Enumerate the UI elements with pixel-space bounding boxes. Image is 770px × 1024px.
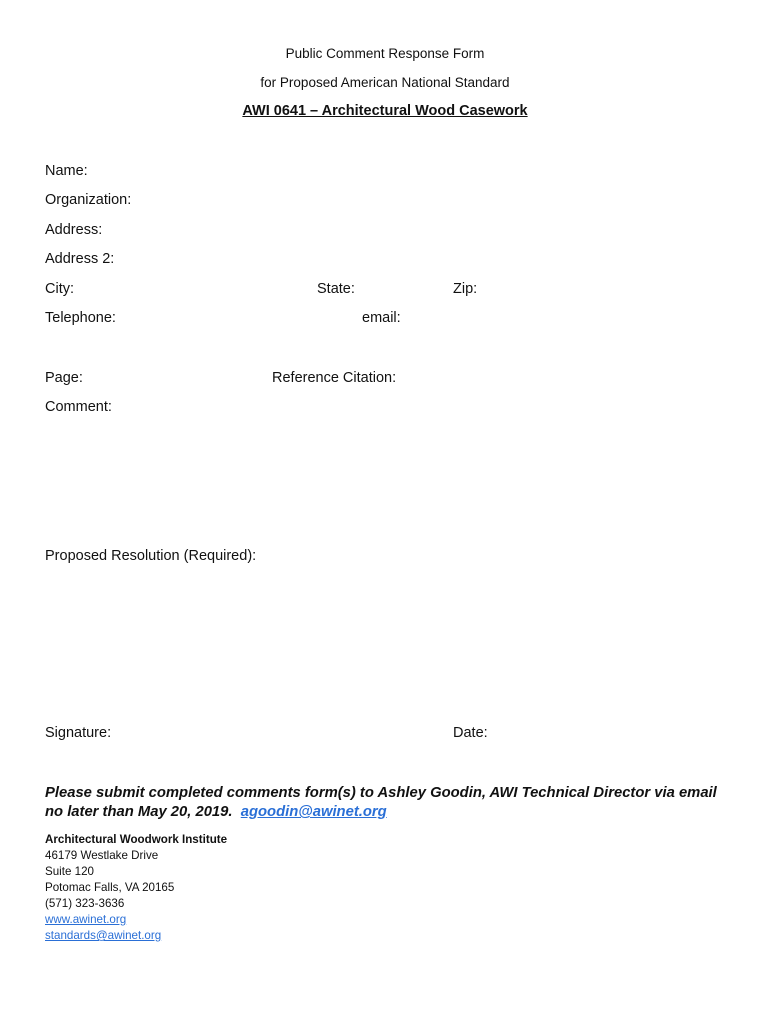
contact-suite: Suite 120 bbox=[45, 865, 94, 878]
notice-email-link[interactable]: agoodin@awinet.org bbox=[240, 804, 387, 820]
organization-label: Organization: bbox=[45, 192, 132, 208]
email-label: email: bbox=[362, 310, 401, 326]
address-label: Address: bbox=[45, 222, 103, 238]
form-heading-line1: Public Comment Response Form bbox=[285, 46, 485, 61]
website-link[interactable]: www.awinet.org bbox=[45, 913, 127, 926]
reference-citation-label: Reference Citation: bbox=[272, 370, 397, 386]
form-heading-line2: for Proposed American National Standard bbox=[260, 75, 510, 90]
state-label: State: bbox=[317, 281, 355, 297]
page-title: AWI 0641 – Architectural Wood Casework bbox=[242, 103, 528, 119]
telephone-label: Telephone: bbox=[45, 310, 116, 326]
proposed-resolution-label: Proposed Resolution (Required): bbox=[45, 548, 257, 564]
comment-label: Comment: bbox=[45, 399, 112, 415]
address2-label: Address 2: bbox=[45, 251, 115, 267]
city-label: City: bbox=[45, 281, 74, 297]
standards-email-link[interactable]: standards@awinet.org bbox=[45, 929, 162, 942]
submission-notice bbox=[45, 784, 735, 822]
contact-city-state-zip: Potomac Falls, VA 20165 bbox=[45, 881, 175, 894]
page-label: Page: bbox=[45, 370, 83, 386]
contact-phone: (571) 323-3636 bbox=[45, 897, 125, 910]
signature-label: Signature: bbox=[45, 725, 112, 741]
contact-block bbox=[45, 832, 227, 944]
date-label: Date: bbox=[453, 725, 488, 741]
contact-organization: Architectural Woodwork Institute bbox=[45, 833, 228, 846]
name-label: Name: bbox=[45, 163, 88, 179]
contact-street: 46179 Westlake Drive bbox=[45, 849, 159, 862]
submission-notice-text: Please submit completed comments form(s) to Ashley Goodin, AWI Technical Director via email no later than May 20, 2019. bbox=[45, 785, 717, 820]
zip-label: Zip: bbox=[453, 281, 478, 297]
